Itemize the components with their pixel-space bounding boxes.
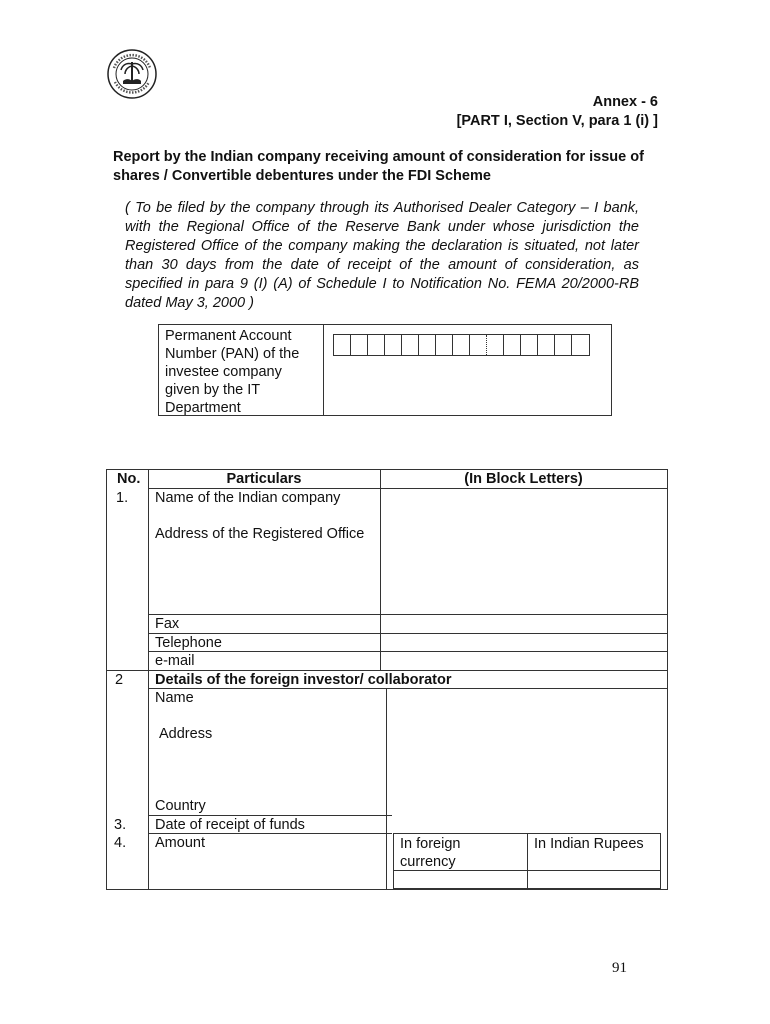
amount-subtable-left: [393, 833, 394, 889]
row2-address-label: Address: [159, 726, 213, 742]
amount-foreign-currency-label: In foreign currency: [400, 836, 461, 870]
header-particulars: Particulars: [226, 471, 302, 487]
row4-number: 4.: [114, 835, 127, 851]
amount-subtable-divider: [527, 833, 528, 889]
pan-label: Permanent Account Number (PAN) of the investee company given by the IT Department: [165, 328, 300, 416]
amount-indian-rupees-label: In Indian Rupees: [534, 836, 644, 852]
row1-email-line: [148, 651, 667, 652]
report-title: Report by the Indian company receiving amount of consideration for issue of shares / Convertible debentures under the FDI Scheme: [113, 149, 644, 184]
row1-number: 1.: [116, 490, 129, 506]
row1-company-name-label: Name of the Indian company: [155, 490, 341, 506]
row1-telephone-line: [148, 633, 667, 634]
row1-email-label: e-mail: [155, 653, 195, 669]
row2-heading: Details of the foreign investor/ collaborator: [155, 672, 452, 688]
no-column-border: [148, 469, 149, 890]
row2-value-border: [386, 688, 387, 890]
row1-fax-label: Fax: [155, 616, 180, 632]
header-block-letters: (In Block Letters): [464, 471, 583, 487]
row2-name-label: Name: [155, 690, 194, 706]
row3-number: 3.: [114, 817, 127, 833]
page-number: 91: [612, 960, 627, 976]
row1-telephone-label: Telephone: [155, 635, 222, 651]
table-left-border: [106, 469, 107, 890]
row1-fax-line: [148, 614, 667, 615]
annex-reference: [PART I, Section V, para 1 (i) ]: [456, 113, 658, 129]
row3-date-label: Date of receipt of funds: [155, 817, 305, 833]
annex-number: Annex - 6: [592, 94, 658, 110]
row2-country-label: Country: [155, 798, 206, 814]
row4-amount-label: Amount: [155, 835, 205, 851]
row1-address-label: Address of the Registered Office: [155, 526, 365, 542]
particulars-column-border: [380, 469, 381, 671]
table-right-border: [667, 469, 668, 890]
row2-number: 2: [115, 672, 124, 688]
filing-instructions: ( To be filed by the company through its Authorised Dealer Category – I bank, with the Regional Office of the Reserve Bank under whose jurisdiction the Registered Office of the company making the declaration is situated, not later than 30 days from the date of receipt of the amount of consideration, as specified in para 9 (I) (A) of Schedule I to Notification No. FEMA 20/2000-RB dated May 3, 2000 ): [125, 200, 639, 311]
amount-subtable-right: [660, 833, 661, 889]
header-no: No.: [117, 471, 141, 487]
